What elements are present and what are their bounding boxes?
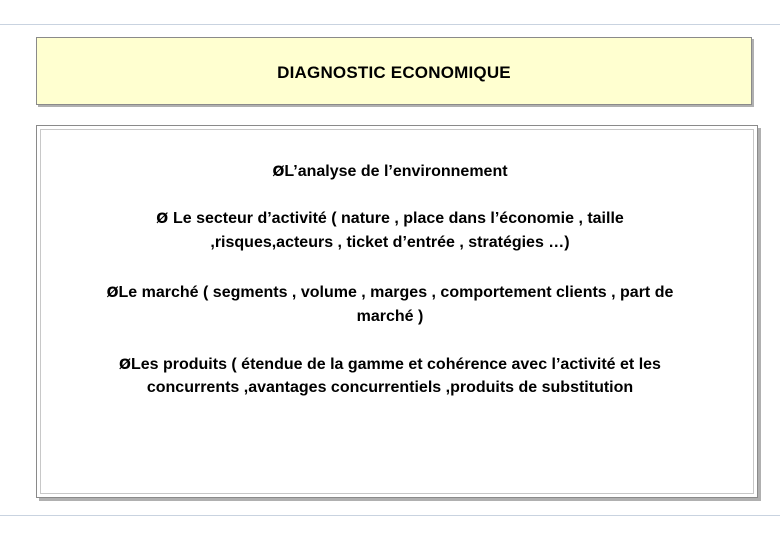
bottom-rule bbox=[0, 515, 780, 516]
bullet-arrow-icon: Ø bbox=[156, 211, 173, 227]
bullet-text: Les produits ( étendue de la gamme et cohérence avec l’activité et les bbox=[130, 356, 661, 373]
page-title: DIAGNOSTIC ECONOMIQUE bbox=[277, 63, 511, 82]
bullet-item-products-line1 bbox=[0, 355, 780, 375]
bullet-item-market-line1 bbox=[0, 283, 780, 303]
bullet-item-environment bbox=[0, 162, 780, 182]
bullet-item-products-line2 bbox=[0, 378, 780, 398]
bullet-arrow-icon: Ø bbox=[119, 357, 131, 373]
bullet-text: concurrents ,avantages concurrentiels ,produits de substitution bbox=[146, 379, 634, 396]
bullet-item-sector-line1 bbox=[0, 209, 780, 229]
bullet-arrow-icon: Ø bbox=[272, 164, 285, 180]
bullet-text: L’analyse de l’environnement bbox=[284, 163, 508, 180]
bullet-text: Le marché ( segments , volume , marges , comportement clients , part de bbox=[118, 284, 674, 301]
bullet-text: ,risques,acteurs , ticket d’entrée , stratégies …) bbox=[210, 234, 570, 251]
bullet-arrow-icon: Ø bbox=[106, 285, 119, 301]
bullet-text: Le secteur d’activité ( nature , place dans l’économie , taille bbox=[172, 210, 624, 227]
bullet-item-sector-line2 bbox=[0, 233, 780, 253]
top-rule bbox=[0, 24, 780, 25]
title-box bbox=[36, 37, 752, 105]
bullet-text: marché ) bbox=[356, 308, 424, 325]
bullet-item-market-line2 bbox=[0, 307, 780, 327]
